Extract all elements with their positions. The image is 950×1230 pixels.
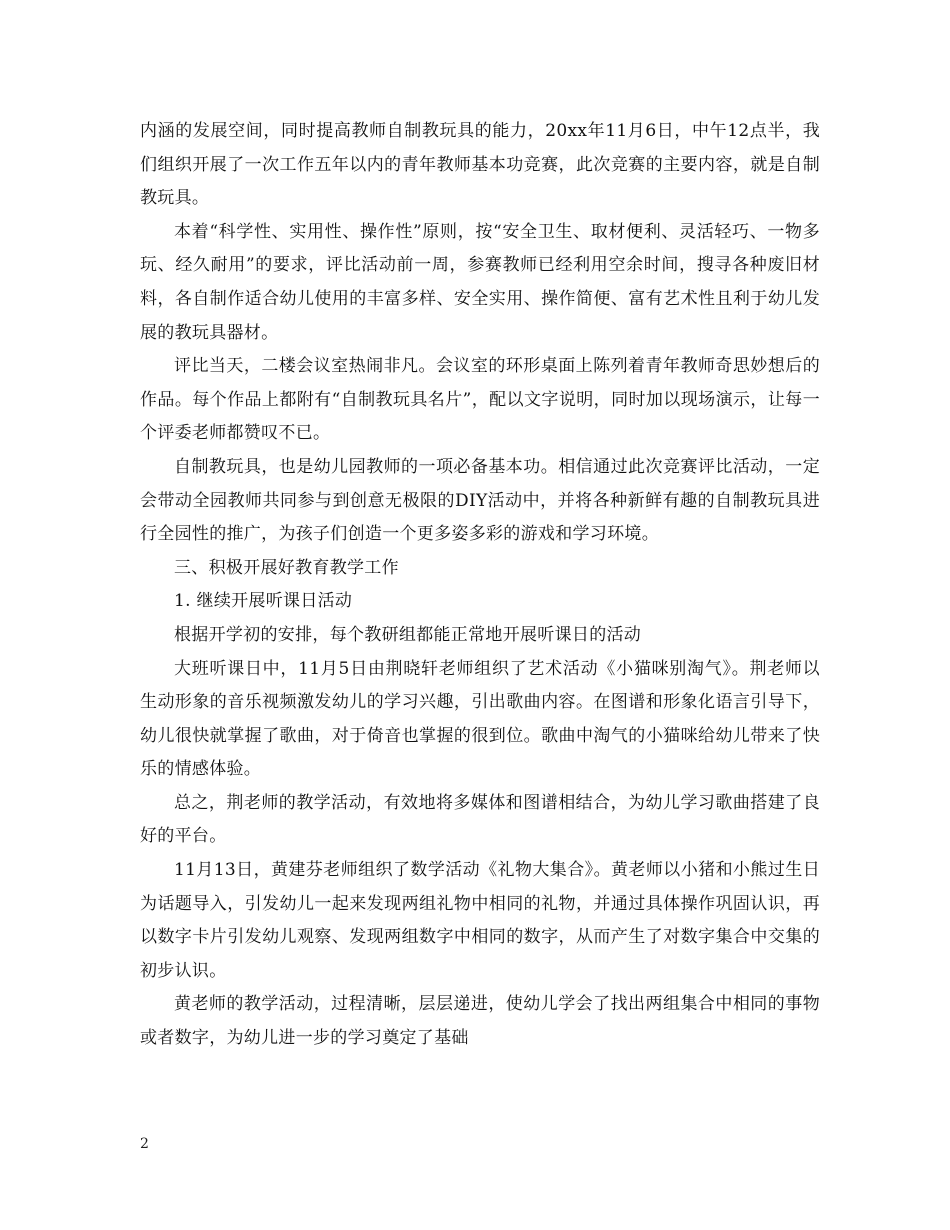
subsection-heading-1: 1. 继续开展听课日活动 <box>174 591 353 612</box>
page-number: 2 <box>140 1136 149 1152</box>
paragraph-11: 黄老师的教学活动，过程清晰，层层递进，使幼儿学会了找出两组集合中相同的事物或者数字，为幼儿进一步的学习奠定了基础 <box>140 994 820 1049</box>
paragraph-3: 评比当天，二楼会议室热闹非凡。会议室的环形桌面上陈列着青年教师奇思妙想后的作品。每个作品上都附有“自制教玩具名片”，配以文字说明，同时加以现场演示，让每一个评委老师都赞叹不已。 <box>140 356 820 444</box>
document-body <box>140 115 820 1056</box>
paragraph-7: 根据开学初的安排，每个教研组都能正常地开展听课日的活动 <box>174 624 642 645</box>
paragraph-9: 总之，荆老师的教学活动，有效地将多媒体和图谱相结合，为幼儿学习歌曲搭建了良好的平台。 <box>140 792 820 847</box>
paragraph-4: 自制教玩具，也是幼儿园教师的一项必备基本功。相信通过此次竞赛评比活动，一定会带动全园教师共同参与到创意无极限的DIY活动中，并将各种新鲜有趣的自制教玩具进行全园性的推广，为孩子们创造一个更多姿多彩的游戏和学习环境。 <box>140 456 820 545</box>
section-heading-3: 三、积极开展好教育教学工作 <box>174 557 399 578</box>
paragraph-1: 内涵的发展空间，同时提高教师自制教玩具的能力，20xx年11月6日，中午12点半，我们组织开展了一次工作五年以内的青年教师基本功竞赛，此次竞赛的主要内容，就是自制教玩具。 <box>140 121 820 209</box>
paragraph-10: 11月13日，黄建芬老师组织了数学活动《礼物大集合》。黄老师以小猪和小熊过生日为话题导入，引发幼儿一起来发现两组礼物中相同的礼物，并通过具体操作巩固认识，再以数字卡片引发幼儿观察、发现两组数字中相同的数字，从而产生了对数字集合中交集的初步认识。 <box>140 860 820 981</box>
paragraph-2: 本着“科学性、实用性、操作性”原则，按“安全卫生、取材便利、灵活轻巧、一物多玩、经久耐用”的要求，评比活动前一周，参赛教师已经利用空余时间，搜寻各种废旧材料，各自制作适合幼儿使用的丰富多样、安全实用、操作简便、富有艺术性且利于幼儿发展的教玩具器材。 <box>140 221 820 343</box>
paragraph-8: 大班听课日中，11月5日由荆晓轩老师组织了艺术活动《小猫咪别淘气》。荆老师以生动形象的音乐视频激发幼儿的学习兴趣，引出歌曲内容。在图谱和形象化语言引导下，幼儿很快就掌握了歌曲，对于倚音也掌握的很到位。歌曲中淘气的小猫咪给幼儿带来了快乐的情感体验。 <box>140 658 820 780</box>
